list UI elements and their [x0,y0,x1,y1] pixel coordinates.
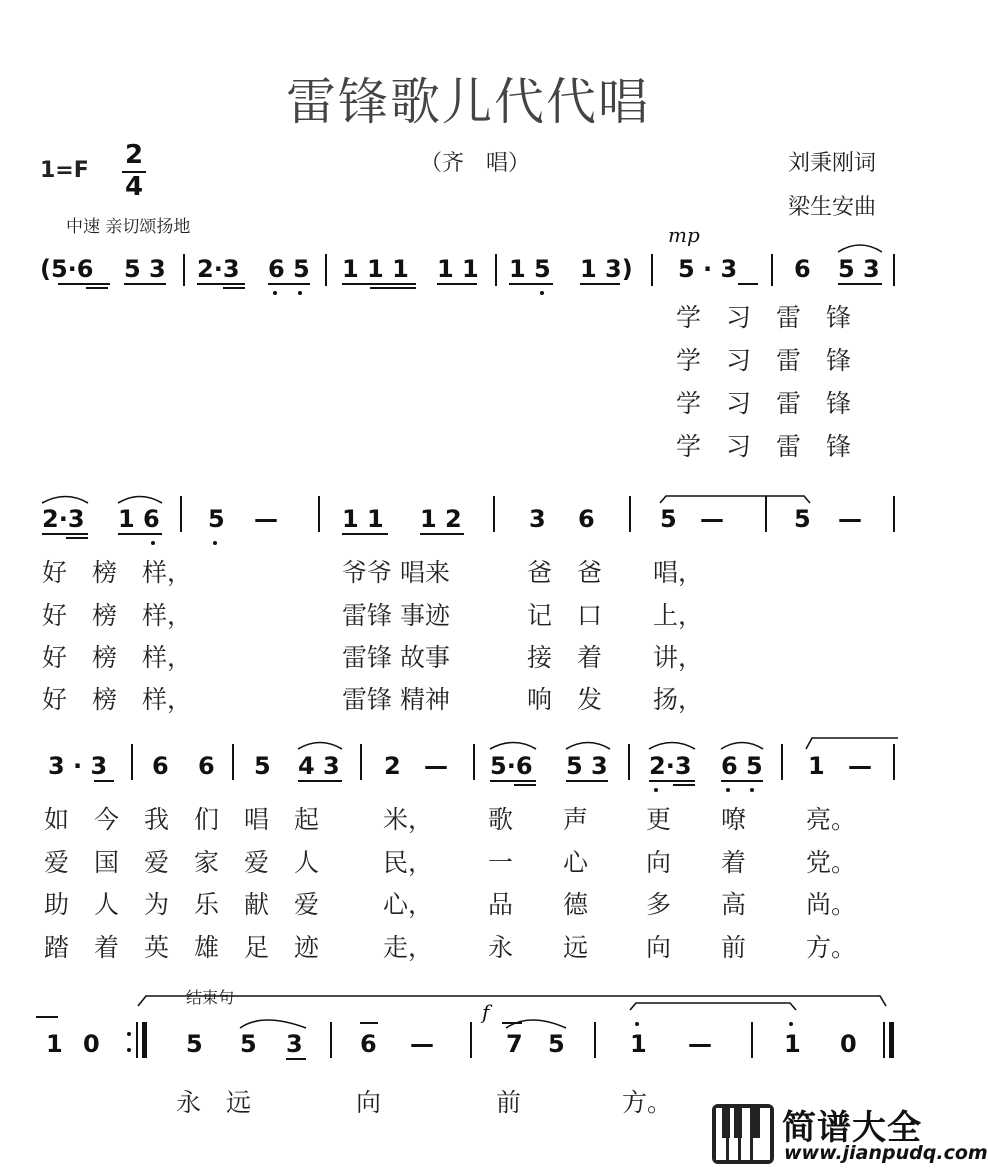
time-signature-bottom: 4 [125,172,144,202]
note: 5 [186,1030,203,1058]
note-group: 1 1 1 [342,255,409,283]
lyric-line: 品 德 [488,890,589,919]
key-signature: 1=F [40,158,89,183]
lyric-line: 好 榜 样， [42,685,193,714]
note: 1 [784,1030,801,1058]
lyric-line: 响 发 [527,685,603,714]
tempo-marking: 中速 亲切颂扬地 [66,217,191,237]
note-group: 6 [152,752,169,780]
lyric-line: 唱， [653,558,704,587]
lyric-line: 心， [383,890,434,919]
lyric-line: 如 今 我 们 唱 起 [44,805,320,834]
note-group: 5 3 [124,255,166,283]
lyric-line: 学 习 雷 锋 [676,346,852,375]
note: 0 [83,1030,100,1058]
lyric-line: 永 远 [488,933,589,962]
note-group: 5 [794,505,811,533]
note-group: 5 · 3 [678,255,738,283]
lyricist: 刘秉刚词 [788,151,877,176]
note-group: 6 5 [268,255,310,283]
lyric-line: 歌 声 [488,805,589,834]
lyric-line: 学 习 雷 锋 [676,432,852,461]
note-group: 1 3) [580,255,633,283]
note: 3 [286,1030,303,1058]
lyric-line: 好 榜 样， [42,601,193,630]
note: 5 [240,1030,257,1058]
note-group: 5 3 [838,255,880,283]
note-group: — [838,505,862,533]
lyric-line: 向 前 [646,933,747,962]
lyric-line: 方。 [806,933,857,962]
note-group: 6 [794,255,811,283]
lyric-line: 一 心 [488,848,589,877]
lyric-line: 雷锋 故事 [342,643,450,672]
lyric-line: 雷锋 精神 [342,685,450,714]
dynamic-mp: mp [668,223,700,247]
lyric-line: 记 口 [527,601,603,630]
lyric-line: 亮。 [806,805,857,834]
lyric-line: 好 榜 样， [42,643,193,672]
note-group: 6 [578,505,595,533]
lyric-line: 扬， [653,685,704,714]
note-group: (5·6 [40,255,94,283]
note-group: 5 [660,505,677,533]
note: 1 [46,1030,63,1058]
lyric-line: 好 榜 样， [42,558,193,587]
ending-label: 结束句 [186,988,235,1007]
note: 5 [548,1030,565,1058]
lyric-line: 踏 着 英 雄 足 迹 [44,933,320,962]
note-group: 1 1 [342,505,384,533]
note-group: 5·6 [490,752,533,780]
note-group: 1 6 [118,505,160,533]
lyric-line: 爱 国 爱 家 爱 人 [44,848,320,877]
note-group: 5 [254,752,271,780]
note-group: 1 2 [420,505,462,533]
lyric-line: 学 习 雷 锋 [676,303,852,332]
note: 6 [360,1030,377,1058]
lyric-line: 学 习 雷 锋 [676,389,852,418]
note-group: 2·3 [42,505,85,533]
note-group: 5 3 [566,752,608,780]
note-group: 1 1 [437,255,479,283]
lyric-line: 党。 [806,848,857,877]
lyric-line: 向 着 [646,848,747,877]
composer: 梁生安曲 [788,195,877,220]
lyric-line: 多 高 [646,890,747,919]
note: — [410,1030,434,1058]
note-group: 2·3 [197,255,240,283]
note-group: 2 [384,752,401,780]
performance-style: （齐 唱） [420,151,531,176]
note-group: 6 5 [721,752,763,780]
song-title: 雷锋歌儿代代唱 [286,73,650,131]
note-group: 1 [808,752,825,780]
note-group: 5 [208,505,225,533]
lyric-line: 民， [383,848,434,877]
lyric-line: 爷爷 唱来 [342,558,450,587]
lyric-line: 方。 [622,1088,673,1117]
time-signature-top: 2 [125,140,144,170]
note-group: — [424,752,448,780]
note-group: — [254,505,278,533]
lyric-line: 雷锋 事迹 [342,601,450,630]
lyric-line: 向 [356,1088,382,1117]
lyric-line: 尚。 [806,890,857,919]
note-group: 4 3 [298,752,340,780]
lyric-line: 米， [383,805,434,834]
lyric-line: 走， [383,933,434,962]
lyric-line: 永 远 [176,1088,252,1117]
piano-keys-icon [712,1104,774,1164]
note-group: 3 · 3 [48,752,108,780]
watermark-name: 简谱大全 [782,1108,922,1148]
note-group: — [700,505,724,533]
lyric-line: 前 [496,1088,522,1117]
note-group: 6 [198,752,215,780]
lyric-line: 上， [653,601,704,630]
lyric-line: 更 嘹 [646,805,747,834]
note: 7 [506,1030,523,1058]
note-group: 3 [529,505,546,533]
lyric-line: 接 着 [527,643,603,672]
site-watermark [712,1100,988,1171]
lyric-line: 爸 爸 [527,558,603,587]
note: 0 [840,1030,857,1058]
watermark-url: www.jianpudq.com [784,1142,988,1164]
note-group: — [848,752,872,780]
note-group: 2·3 [649,752,692,780]
dynamic-f: f [482,1000,490,1024]
note-group: 1 5 [509,255,551,283]
lyric-line: 讲， [653,643,704,672]
note: — [688,1030,712,1058]
note: 1 [630,1030,647,1058]
lyric-line: 助 人 为 乐 献 爱 [44,890,320,919]
